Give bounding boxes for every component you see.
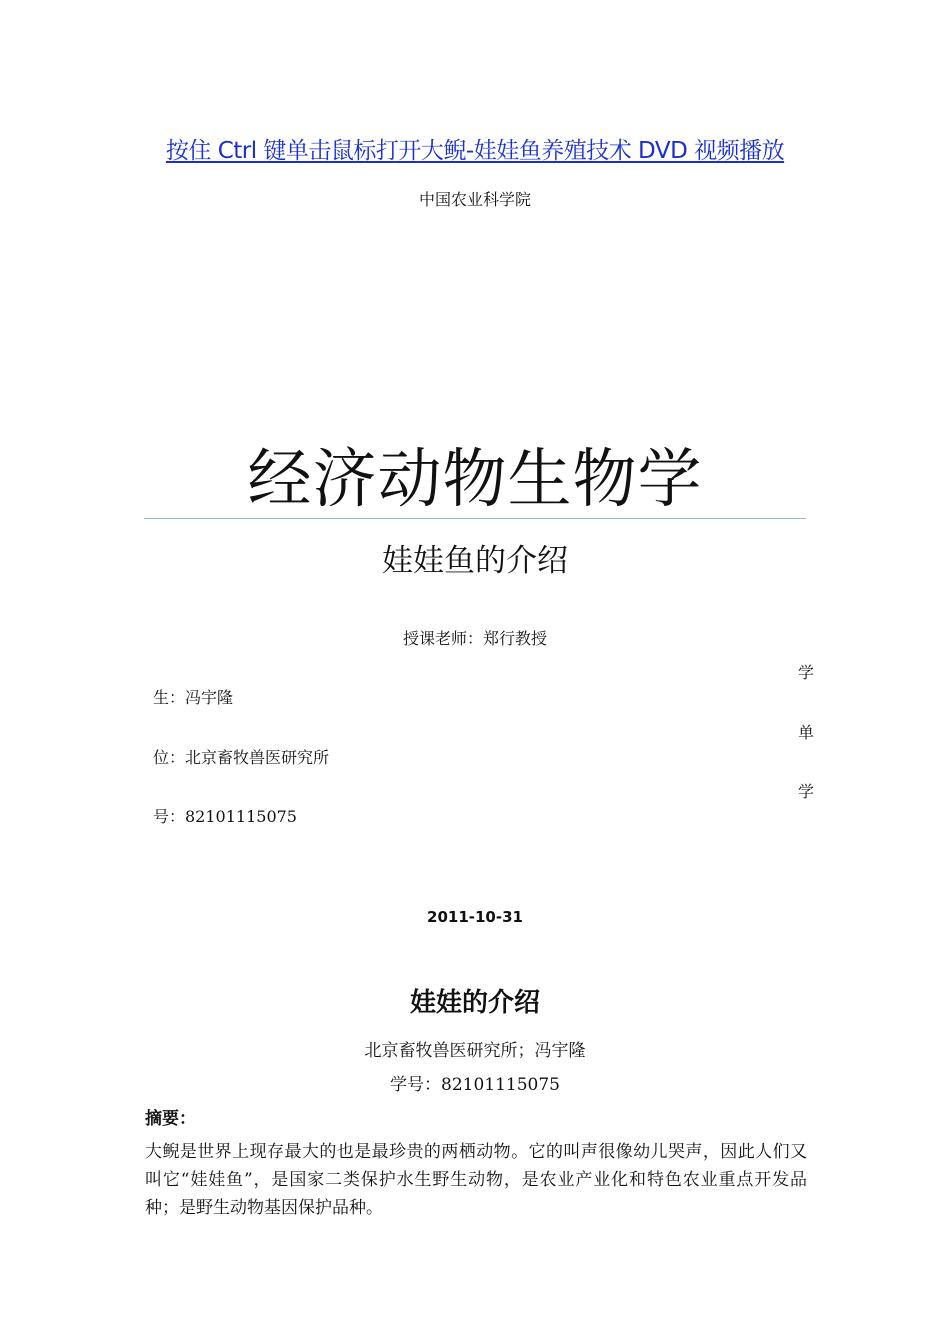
video-link[interactable]: 按住 Ctrl 键单击鼠标打开大鲵-娃娃鱼养殖技术 DVD 视频播放: [165, 138, 785, 164]
title-divider: [144, 518, 806, 519]
abstract-body: 大鲵是世界上现存最大的也是最珍贵的两栖动物。它的叫声很像幼儿哭声，因此人们又叫它“娃娃鱼”，是国家二类保护水生野生动物，是农业产业化和特色农业重点开发品种；是野生动物基因保护品种。: [145, 1142, 807, 1218]
field-value-student: 生：冯宇隆: [153, 688, 234, 707]
field-value-number: 号：82101115075: [153, 807, 297, 826]
cover-subtitle: 娃娃鱼的介绍: [382, 543, 568, 579]
field-head-unit: 单: [798, 723, 815, 742]
institute-name: 中国农业科学院: [418, 190, 531, 209]
article-student-number: 学号：82101115075: [390, 1075, 560, 1095]
article-title: 娃娃的介绍: [409, 988, 540, 1018]
field-head-number: 学: [798, 782, 815, 801]
article-affiliation: 北京畜牧兽医研究所；冯宇隆: [364, 1041, 586, 1061]
abstract-label: 摘要：: [145, 1109, 196, 1129]
cover-date: 2011-10-31: [427, 908, 523, 926]
field-value-unit: 位：北京畜牧兽医研究所: [153, 748, 330, 767]
field-head-student: 学: [798, 663, 815, 682]
course-title: 经济动物生物学: [247, 443, 703, 517]
teacher-line: 授课老师：郑行教授: [402, 629, 547, 648]
